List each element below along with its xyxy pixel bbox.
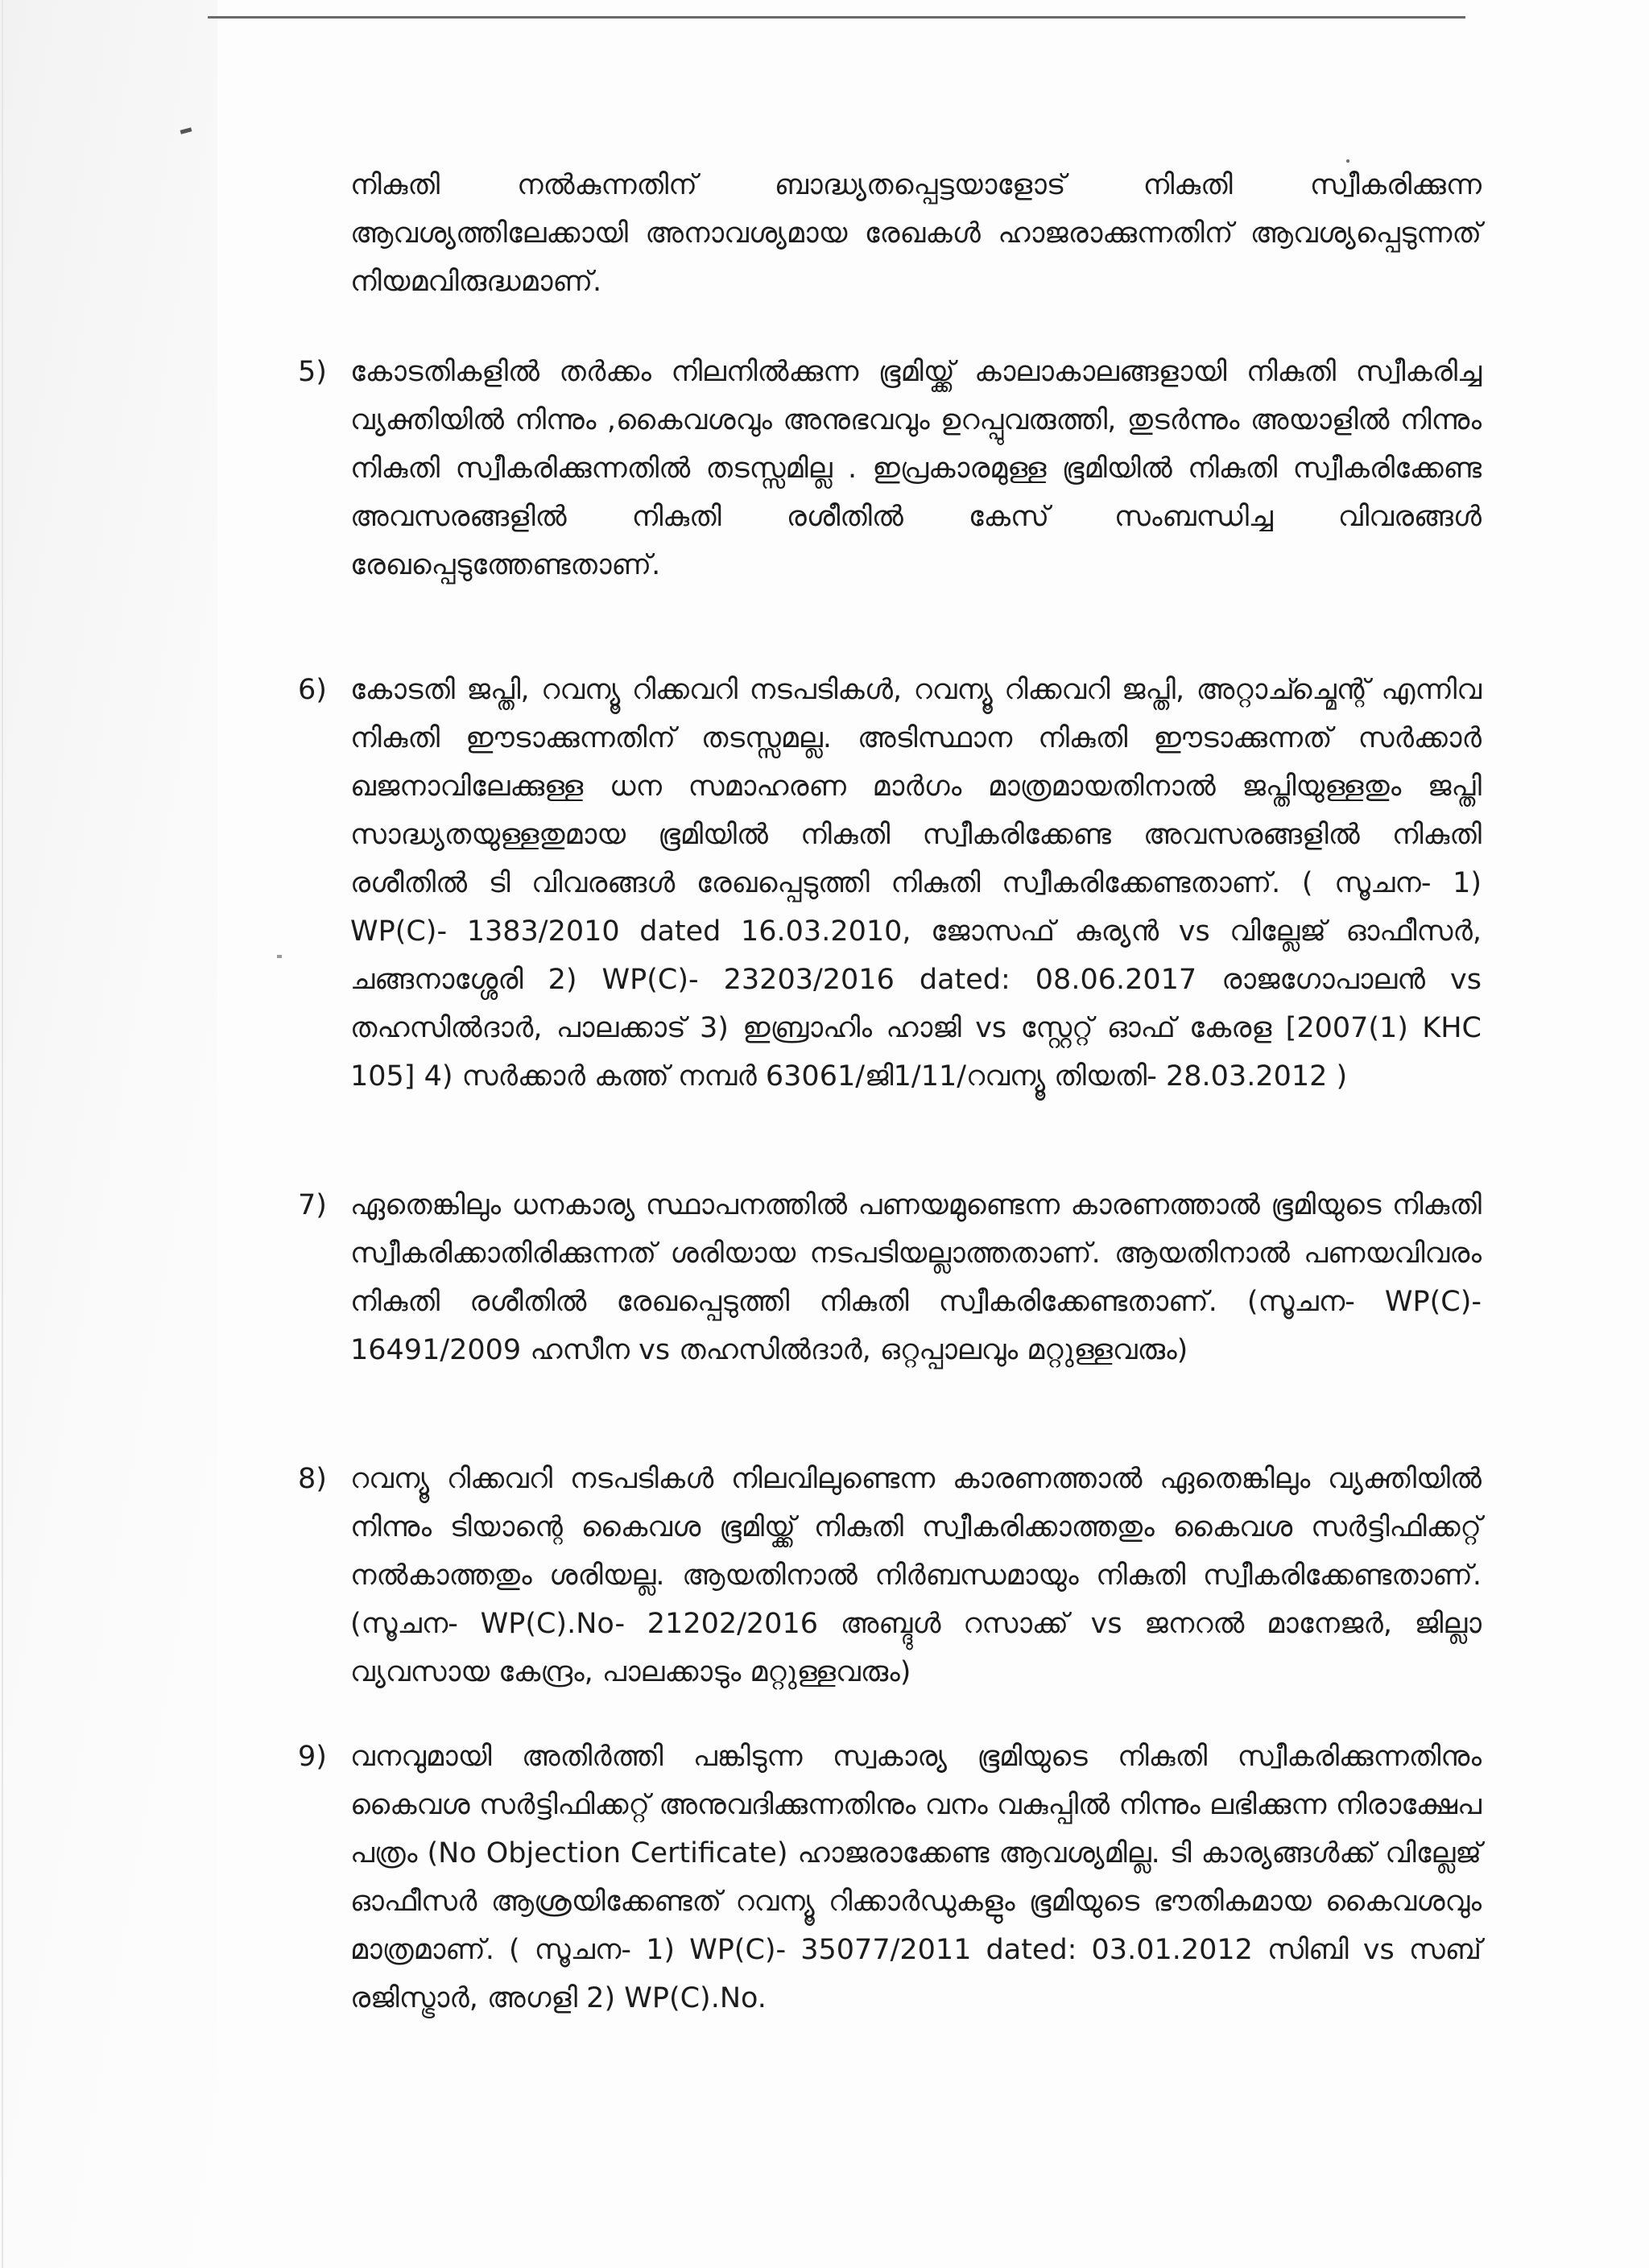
list-item-5 [298, 348, 1482, 589]
item-number: 9) [298, 1741, 327, 1773]
list-item-9 [298, 1733, 1482, 2022]
item-text: വനവുമായി അതിർത്തി പങ്കിടുന്ന സ്വകാര്യ ഭൂമിയുടെ നികുതി സ്വീകരിക്കുന്നതിനും കൈവശ സർട്ടിഫിക്കറ്റ് അനുവദിക്കുന്നതിനും വനം വകുപ്പിൽ നിന്നും ലഭിക്കുന്ന നിരാക്ഷേപ പത്രം (No Objection Certificate) ഹാജരാക്കേണ്ട ആവശ്യമില്ല. ടി കാര്യങ്ങൾക്ക് വില്ലേജ് ഓഫീസർ ആശ്രയിക്കേണ്ടത് റവന്യൂ റിക്കാർഡുകളും ഭൂമിയുടെ ഭൗതികമായ കൈവശവും മാത്രമാണ്. ( സൂചന- 1) WP(C)- 35077/2011 dated: 03.01.2012 സിബി vs സബ് രജിസ്ട്രാർ, അഗളി 2) WP(C).No. [350, 1741, 1482, 2014]
item-number: 8) [298, 1463, 327, 1495]
item-number: 6) [298, 674, 327, 706]
item-text: കോടതി ജപ്തി, റവന്യൂ റിക്കവറി നടപടികൾ, റവന്യൂ റിക്കവറി ജപ്തി, അറ്റാച്ച്മെന്റ് എന്നിവ നികുതി ഈടാക്കുന്നതിന് തടസ്സമല്ല. അടിസ്ഥാന നികുതി ഈടാക്കുന്നത് സർക്കാർ ഖജനാവിലേക്കുള്ള ധന സമാഹരണ മാർഗം മാത്രമായതിനാൽ ജപ്തിയുള്ളതും ജപ്തി സാദ്ധ്യതയുള്ളതുമായ ഭൂമിയിൽ നികുതി സ്വീകരിക്കേണ്ട അവസരങ്ങളിൽ നികുതി രശീതിൽ ടി വിവരങ്ങൾ രേഖപ്പെടുത്തി നികുതി സ്വീകരിക്കേണ്ടതാണ്. ( സൂചന- 1) WP(C)- 1383/2010 dated 16.03.2010, ജോസഫ് കുര്യൻ vs വില്ലേജ് ഓഫീസർ, ചങ്ങനാശ്ശേരി 2) WP(C)- 23203/2016 dated: 08.06.2017 രാജഗോപാലൻ vs തഹസിൽദാർ, പാലക്കാട് 3) ഇബ്രാഹിം ഹാജി vs സ്റ്റേറ്റ് ഓഫ് കേരള [2007(1) KHC 105] 4) സർക്കാർ കത്ത് നമ്പർ 63061/ജി1/11/റവന്യൂ തിയതി- 28.03.2012 ) [350, 674, 1482, 1093]
document-body [298, 161, 1482, 2022]
item-text: റവന്യൂ റിക്കവറി നടപടികൾ നിലവിലുണ്ടെന്ന കാരണത്താൽ ഏതെങ്കിലും വ്യക്തിയിൽ നിന്നും ടിയാന്റെ കൈവശ ഭൂമിയ്ക്ക് നികുതി സ്വീകരിക്കാത്തതും കൈവശ സർട്ടിഫിക്കറ്റ് നൽകാത്തതും ശരിയല്ല. ആയതിനാൽ നിർബന്ധമായും നികുതി സ്വീകരിക്കേണ്ടതാണ്. (സൂചന- WP(C).No- 21202/2016 അബ്ദുൾ റസാക്ക് vs ജനറൽ മാനേജർ, ജില്ലാ വ്യവസായ കേന്ദ്രം, പാലക്കാടും മറ്റുള്ളവരും) [350, 1463, 1482, 1688]
item-text: ഏതെങ്കിലും ധനകാര്യ സ്ഥാപനത്തിൽ പണയമുണ്ടെന്ന കാരണത്താൽ ഭൂമിയുടെ നികുതി സ്വീകരിക്കാതിരിക്കുന്നത് ശരിയായ നടപടിയല്ലാത്തതാണ്. ആയതിനാൽ പണയവിവരം നികുതി രശീതിൽ രേഖപ്പെടുത്തി നികുതി സ്വീകരിക്കേണ്ടതാണ്. (സൂചന- WP(C)- 16491/2009 ഹസീന vs തഹസിൽദാർ, ഒറ്റപ്പാലവും മറ്റുള്ളവരും) [350, 1189, 1482, 1366]
list-item-6 [298, 666, 1482, 1101]
scan-edge-shadow [0, 0, 217, 2268]
list-item-7 [298, 1181, 1482, 1374]
item-text: കോടതികളിൽ തർക്കം നിലനിൽക്കുന്ന ഭൂമിയ്ക്ക് കാലാകാലങ്ങളായി നികുതി സ്വീകരിച്ച വ്യക്തിയിൽ നിന്നും ,കൈവശവും അനുഭവവും ഉറപ്പുവരുത്തി, തുടർന്നും അയാളിൽ നിന്നും നികുതി സ്വീകരിക്കുന്നതിൽ തടസ്സമില്ല . ഇപ്രകാരമുള്ള ഭൂമിയിൽ നികുതി സ്വീകരിക്കേണ്ട അവസരങ്ങളിൽ നികുതി രശീതിൽ കേസ് സംബന്ധിച്ച വിവരങ്ങൾ രേഖപ്പെടുത്തേണ്ടതാണ്. [350, 356, 1482, 581]
page-edge-line [2, 0, 3, 2268]
top-border-line [208, 16, 1465, 19]
intro-paragraph: നികുതി നൽകുന്നതിന് ബാദ്ധ്യതപ്പെട്ടയാളോട് നികുതി സ്വീകരിക്കുന്ന ആവശ്യത്തിലേക്കായി അനാവശ്യമായ രേഖകൾ ഹാജരാക്കുന്നതിന് ആവശ്യപ്പെടുന്നത് നിയമവിരുദ്ധമാണ്. [350, 169, 1482, 298]
item-number: 5) [298, 356, 327, 388]
list-item-8 [298, 1455, 1482, 1696]
item-number: 7) [298, 1189, 327, 1221]
scan-speck [277, 955, 282, 958]
